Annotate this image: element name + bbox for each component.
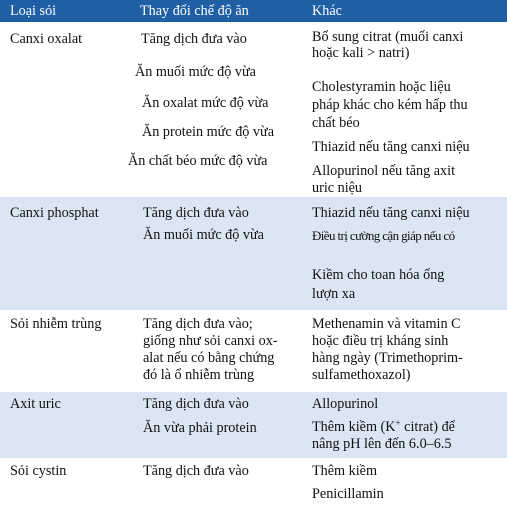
header-diet-change: Thay đổi chế độ ăn bbox=[140, 3, 249, 19]
other-line: nâng pH lên đến 6.0–6.5 bbox=[312, 436, 452, 452]
diet-item: Ăn vừa phải protein bbox=[143, 420, 257, 436]
other-text: Thêm kiềm (K bbox=[312, 419, 396, 435]
other-line: Cholestyramin hoặc liệu bbox=[312, 79, 451, 95]
other-line: pháp khác cho kém hấp thu bbox=[312, 97, 468, 113]
table-row bbox=[0, 392, 507, 458]
diet-item: giống như sỏi canxi ox- bbox=[143, 333, 278, 349]
stone-type-cell: Canxi oxalat bbox=[10, 31, 83, 47]
diet-item: Ăn muối mức độ vừa bbox=[135, 64, 256, 80]
other-line: Methenamin và vitamin C bbox=[312, 316, 461, 332]
table-row bbox=[0, 458, 507, 509]
other-line: hàng ngày (Trimethoprim- bbox=[312, 350, 463, 366]
stone-type-cell: Canxi phosphat bbox=[10, 205, 99, 221]
stone-type-cell: Sỏi cystin bbox=[10, 463, 67, 479]
other-line: Penicillamin bbox=[312, 486, 384, 502]
diet-item: Tăng dịch đưa vào bbox=[143, 396, 249, 412]
table-row bbox=[0, 197, 507, 310]
other-line: lượn xa bbox=[312, 286, 356, 302]
other-line: Thêm kiềm bbox=[312, 463, 378, 479]
other-line: Allopurinol bbox=[312, 396, 379, 412]
diet-item: Tăng dịch đưa vào bbox=[141, 31, 247, 47]
other-line: Kiềm cho toan hóa ống bbox=[312, 267, 445, 283]
other-text: citrat) để bbox=[400, 419, 455, 435]
other-line: hoặc kali > natri) bbox=[312, 45, 410, 61]
other-line: uric niệu bbox=[312, 180, 363, 196]
diet-item: alat nếu có bằng chứng bbox=[143, 350, 275, 366]
table-row bbox=[0, 310, 507, 392]
other-line bbox=[312, 419, 455, 436]
header-stone-type: Loại sỏi bbox=[10, 3, 57, 19]
diet-item: đó là ổ nhiễm trùng bbox=[143, 367, 255, 383]
diet-item: Ăn protein mức độ vừa bbox=[142, 124, 275, 140]
other-line: Điều trị cường cận giáp nếu có bbox=[312, 228, 455, 243]
stone-type-cell: Sỏi nhiễm trùng bbox=[10, 316, 102, 332]
other-line: Allopurinol nếu tăng axit bbox=[312, 163, 456, 179]
stone-type-cell: Axit uric bbox=[10, 396, 61, 412]
other-line: Thiazid nếu tăng canxi niệu bbox=[312, 205, 470, 221]
diet-item: Tăng dịch đưa vào; bbox=[143, 316, 253, 332]
diet-item: Ăn muối mức độ vừa bbox=[143, 227, 264, 243]
diet-item: Ăn oxalat mức độ vừa bbox=[142, 95, 269, 111]
diet-item: Tăng dịch đưa vào bbox=[143, 463, 249, 479]
header-other: Khác bbox=[312, 3, 342, 19]
other-line: Thiazid nếu tăng canxi niệu bbox=[312, 139, 470, 155]
other-line: sulfamethoxazol) bbox=[312, 367, 411, 383]
superscript-plus: + bbox=[395, 417, 401, 428]
other-line: hoặc điều trị kháng sinh bbox=[312, 333, 449, 349]
diet-item: Ăn chất béo mức độ vừa bbox=[128, 153, 268, 169]
table-row bbox=[0, 22, 507, 197]
other-line: Bổ sung citrat (muối canxi bbox=[312, 29, 464, 45]
other-line: chất béo bbox=[312, 115, 360, 131]
diet-item: Tăng dịch đưa vào bbox=[143, 205, 249, 221]
table-header bbox=[0, 0, 507, 22]
